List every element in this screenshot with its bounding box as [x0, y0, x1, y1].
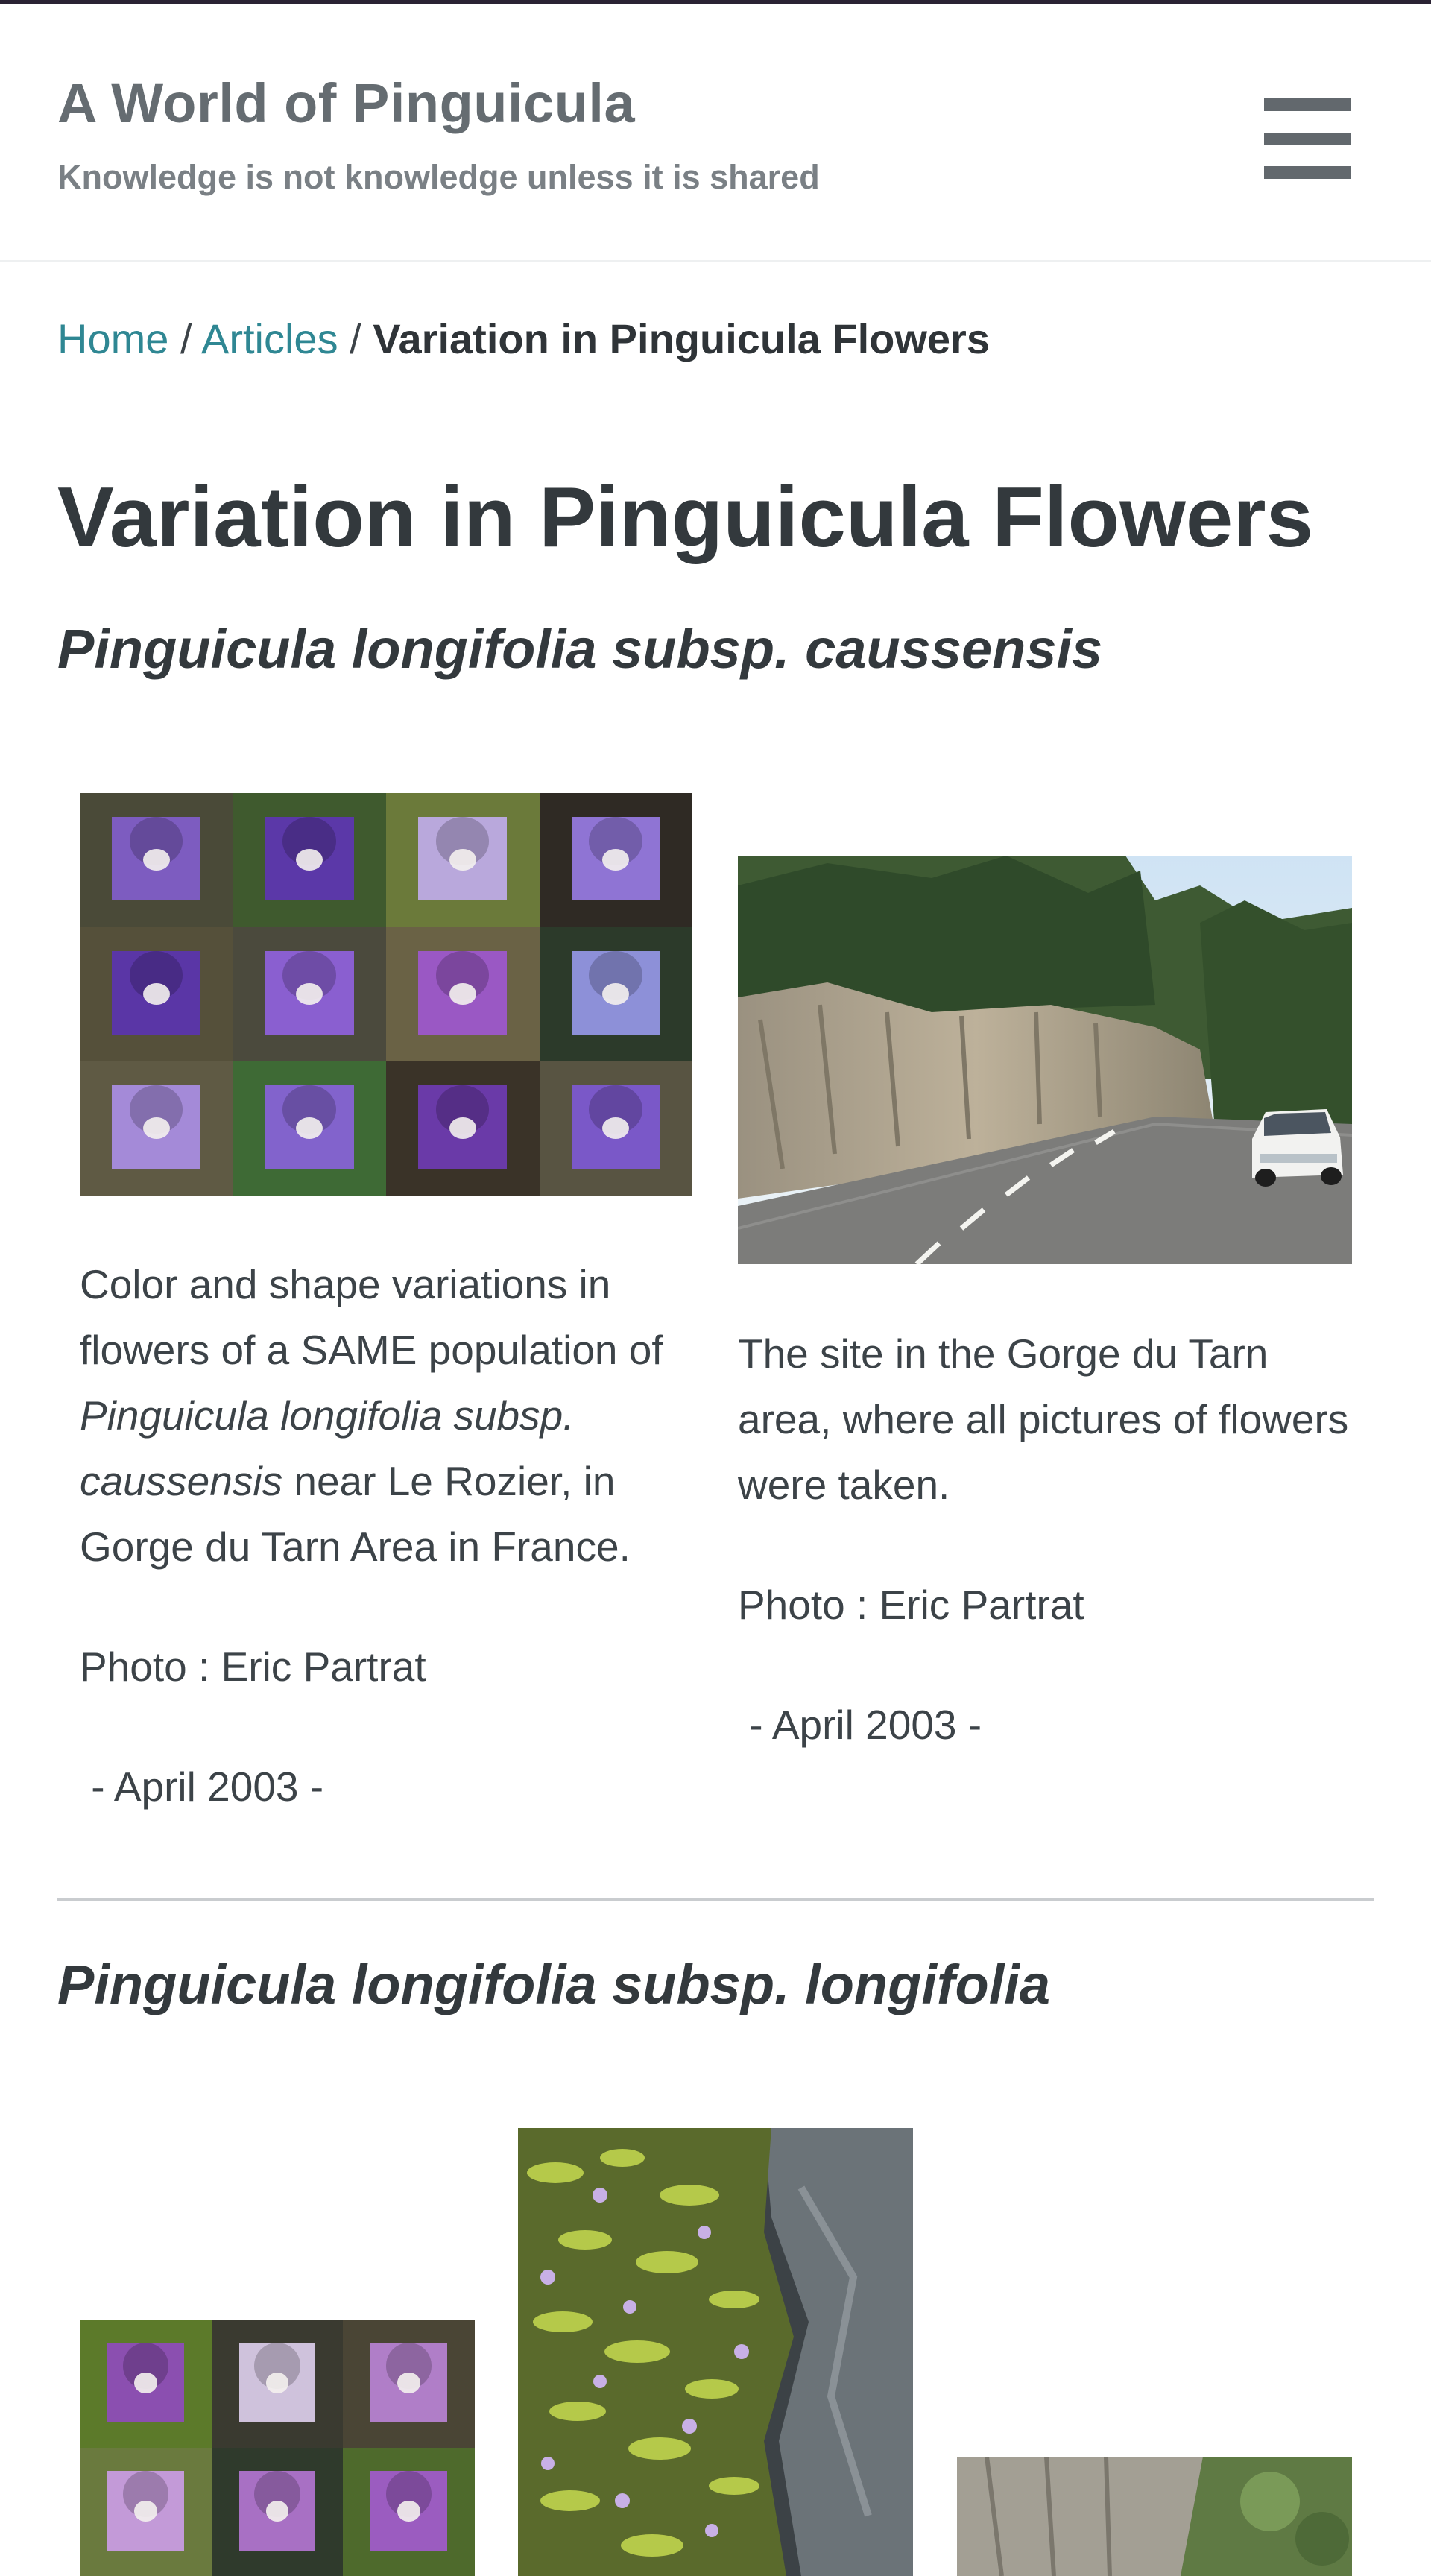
- breadcrumb-separator: /: [350, 315, 361, 362]
- longifolia-cliff-image: [957, 2457, 1352, 2576]
- photo-cell: [540, 927, 693, 1061]
- breadcrumb-current: Variation in Pinguicula Flowers: [373, 315, 990, 362]
- gorge-site-photo[interactable]: [738, 856, 1352, 1264]
- photo-cell: [80, 2448, 212, 2576]
- caption-text: The site in the Gorge du Tarn area, where all pictures of flowers were taken.: [738, 1330, 1349, 1508]
- longifolia-cliff-photo[interactable]: [957, 2457, 1352, 2576]
- longifolia-rock-image: [518, 2128, 913, 2576]
- photo-cell: [233, 793, 387, 927]
- breadcrumb: [57, 313, 990, 365]
- caption-gorge-site: [738, 1321, 1349, 1758]
- breadcrumb-separator: /: [180, 315, 192, 362]
- menu-button[interactable]: [1260, 94, 1360, 183]
- flower-grid: [80, 793, 692, 1196]
- photo-cell: [386, 793, 540, 927]
- site-tagline: Knowledge is not knowledge unless it is shared: [57, 158, 820, 196]
- section-title-longifolia: Pinguicula longifolia subsp. longifolia: [57, 1954, 1050, 2015]
- breadcrumb-articles-link[interactable]: Articles: [200, 315, 338, 362]
- hamburger-icon: [1264, 133, 1351, 145]
- caption-flower-variations: [80, 1251, 706, 1819]
- flower-grid: [80, 2320, 475, 2576]
- hamburger-icon: [1264, 98, 1351, 111]
- photo-cell: [80, 927, 233, 1061]
- photo-cell: [212, 2448, 344, 2576]
- flower-variations-photo[interactable]: [80, 793, 692, 1196]
- photo-credit: Photo : Eric Partrat: [80, 1644, 426, 1690]
- longifolia-flowers-photo[interactable]: [80, 2320, 475, 2576]
- site-header: [0, 4, 1431, 262]
- photo-cell: [386, 1061, 540, 1196]
- photo-cell: [540, 1061, 693, 1196]
- photo-cell: [212, 2320, 344, 2448]
- photo-cell: [80, 1061, 233, 1196]
- photo-credit: Photo : Eric Partrat: [738, 1582, 1084, 1628]
- hamburger-icon: [1264, 166, 1351, 179]
- photo-cell: [386, 927, 540, 1061]
- section-title-caussensis: Pinguicula longifolia subsp. caussensis: [57, 618, 1103, 680]
- car-shape: [1252, 1109, 1343, 1187]
- photo-date: - April 2003 -: [80, 1764, 324, 1810]
- species-name: Pinguicula longifolia subsp. caussensis: [80, 1392, 575, 1504]
- longifolia-rock-photo[interactable]: [518, 2128, 913, 2576]
- photo-cell: [343, 2448, 475, 2576]
- section-divider: [57, 1898, 1374, 1901]
- photo-cell: [233, 927, 387, 1061]
- photo-date: - April 2003 -: [738, 1702, 982, 1748]
- photo-cell: [80, 2320, 212, 2448]
- page-title: Variation in Pinguicula Flowers: [57, 470, 1314, 565]
- site-title[interactable]: A World of Pinguicula: [57, 72, 636, 134]
- photo-cell: [80, 793, 233, 927]
- photo-cell: [233, 1061, 387, 1196]
- photo-cell: [540, 793, 693, 927]
- gorge-site-image: [738, 856, 1352, 1264]
- breadcrumb-home-link[interactable]: Home: [57, 315, 169, 362]
- caption-text: Color and shape variations in flowers of a SAME population of Pinguicula longifolia subsp. caussensis near Le Rozier, in Gorge du Tarn Area in France.: [80, 1261, 663, 1570]
- photo-cell: [343, 2320, 475, 2448]
